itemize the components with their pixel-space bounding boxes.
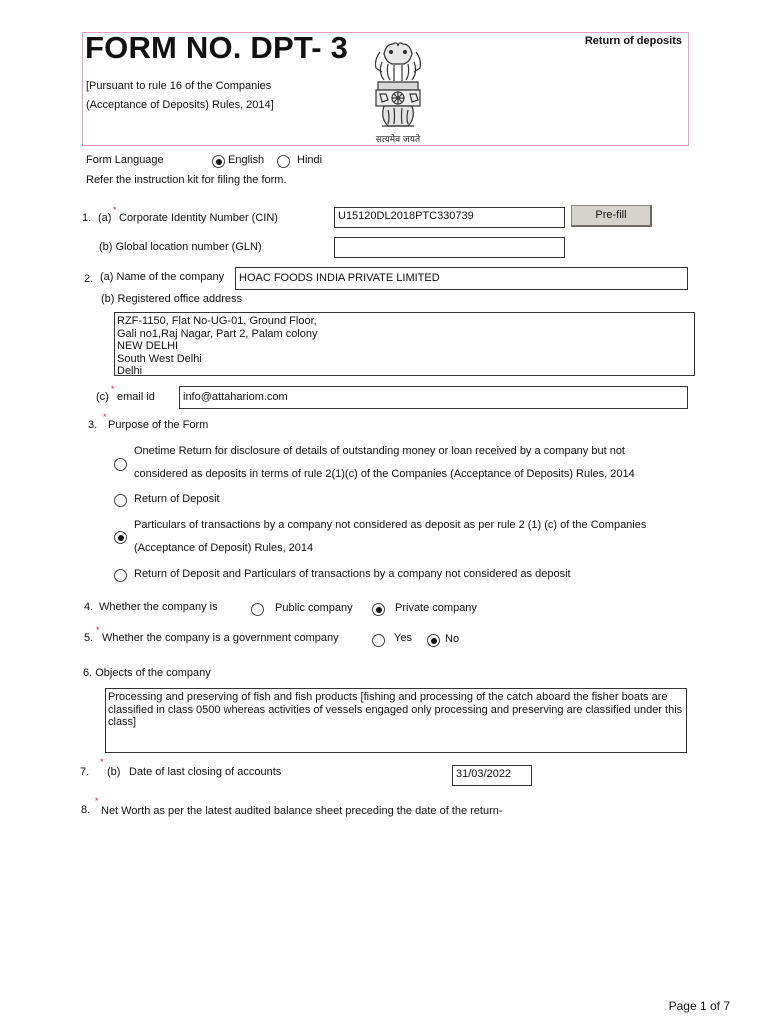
q1a-prefix: (a) bbox=[98, 212, 112, 224]
purpose-return-of-deposit-radio[interactable] bbox=[114, 494, 127, 507]
purpose-return-and-particulars-radio[interactable] bbox=[114, 569, 127, 582]
email-prefix: (c) bbox=[96, 391, 109, 403]
government-yes-label: Yes bbox=[394, 632, 412, 644]
q5-number: 5. bbox=[84, 632, 94, 644]
public-company-label: Public company bbox=[275, 602, 353, 614]
company-name-label: (a) Name of the company bbox=[100, 271, 225, 283]
net-worth-label: Net Worth as per the latest audited balance sheet preceding the date of the return- bbox=[101, 805, 503, 817]
pursuant-text-line2: (Acceptance of Deposits) Rules, 2014] bbox=[86, 99, 274, 111]
purpose-onetime-return-radio[interactable] bbox=[114, 458, 127, 471]
address-line: RZF-1150, Flat No-UG-01, Ground Floor, bbox=[117, 315, 317, 327]
language-hindi-label: Hindi bbox=[297, 154, 323, 166]
emblem-motto: सत्यमेव जयते bbox=[375, 135, 421, 145]
required-star: * bbox=[113, 205, 117, 215]
government-company-label: Whether the company is a government company bbox=[102, 632, 339, 644]
required-star: * bbox=[100, 757, 104, 767]
email-input[interactable]: info@attahariom.com bbox=[179, 386, 688, 409]
objects-label: 6. Objects of the company bbox=[83, 667, 211, 679]
required-star: * bbox=[103, 412, 107, 422]
purpose-option4-label: Return of Deposit and Particulars of transactions by a company not considered as deposit bbox=[134, 568, 571, 580]
pursuant-text-line1: [Pursuant to rule 16 of the Companies bbox=[86, 80, 272, 92]
registered-address-label: (b) Registered office address bbox=[101, 293, 243, 305]
cin-input[interactable]: U15120DL2018PTC330739 bbox=[334, 207, 565, 228]
public-company-radio[interactable] bbox=[251, 603, 264, 616]
q3-number: 3. bbox=[88, 419, 98, 431]
purpose-option3-line1: Particulars of transactions by a company not considered as deposit as per rule 2 (1) (c) of the Companies bbox=[134, 519, 647, 531]
address-line: Gali no1,Raj Nagar, Part 2, Palam colony bbox=[117, 327, 318, 340]
purpose-option3-line2: (Acceptance of Deposit) Rules, 2014 bbox=[134, 542, 314, 554]
purpose-option2-label: Return of Deposit bbox=[134, 493, 220, 505]
objects-textarea[interactable]: Processing and preserving of fish and fish products [fishing and processing of the catch aboard the fisher boats are classified in class 0500 whereas activities of vessels engaged only processing and preserving are classified under this class] bbox=[105, 688, 687, 753]
company-type-label: Whether the company is bbox=[99, 601, 218, 613]
q1-number: 1. bbox=[82, 212, 92, 224]
address-line: NEW DELHI bbox=[117, 340, 179, 352]
q7-number: 7. bbox=[80, 766, 90, 778]
q4-number: 4. bbox=[84, 601, 94, 613]
closing-date-label: Date of last closing of accounts bbox=[129, 766, 282, 778]
purpose-particulars-radio[interactable] bbox=[114, 531, 127, 544]
page-number: Page 1 of 7 bbox=[668, 999, 730, 1013]
private-company-radio[interactable] bbox=[372, 603, 385, 616]
required-star: * bbox=[111, 384, 115, 394]
prefill-button[interactable]: Pre-fill bbox=[571, 205, 652, 227]
form-title: FORM NO. DPT- 3 bbox=[85, 30, 349, 65]
instruction-text: Refer the instruction kit for filing the form. bbox=[86, 174, 287, 186]
company-name-input[interactable]: HOAC FOODS INDIA PRIVATE LIMITED bbox=[235, 267, 688, 290]
gln-label: (b) Global location number (GLN) bbox=[99, 241, 262, 253]
purpose-option1-line2: considered as deposits in terms of rule 2(1)(c) of the Companies (Acceptance of Deposits) Rules, 2014 bbox=[134, 468, 635, 480]
purpose-label: Purpose of the Form bbox=[108, 419, 209, 431]
language-hindi-radio[interactable] bbox=[277, 155, 290, 168]
government-yes-radio[interactable] bbox=[372, 634, 385, 647]
address-line: South West Delhi bbox=[117, 352, 202, 365]
government-no-radio[interactable] bbox=[427, 634, 440, 647]
purpose-option1-line1: Onetime Return for disclosure of details of outstanding money or loan received by a company but not bbox=[134, 445, 625, 457]
document-heading: Return of deposits bbox=[584, 35, 682, 47]
q8-number: 8. bbox=[81, 804, 91, 816]
email-label: email id bbox=[117, 391, 155, 403]
language-english-radio[interactable] bbox=[212, 155, 225, 168]
closing-date-input[interactable]: 31/03/2022 bbox=[452, 765, 532, 786]
q7-subitem: (b) bbox=[107, 766, 121, 778]
gln-input[interactable] bbox=[334, 237, 565, 258]
address-line: Delhi bbox=[117, 365, 143, 376]
cin-label: Corporate Identity Number (CIN) bbox=[119, 212, 278, 224]
government-no-label: No bbox=[445, 633, 460, 645]
registered-address-textarea[interactable] bbox=[114, 312, 695, 376]
national-emblem-icon bbox=[358, 32, 438, 146]
required-star: * bbox=[95, 796, 99, 806]
private-company-label: Private company bbox=[395, 602, 477, 614]
q2-number: 2. bbox=[84, 273, 94, 285]
language-english-label: English bbox=[228, 154, 265, 166]
form-language-label: Form Language bbox=[86, 154, 164, 166]
required-star: * bbox=[96, 625, 100, 635]
